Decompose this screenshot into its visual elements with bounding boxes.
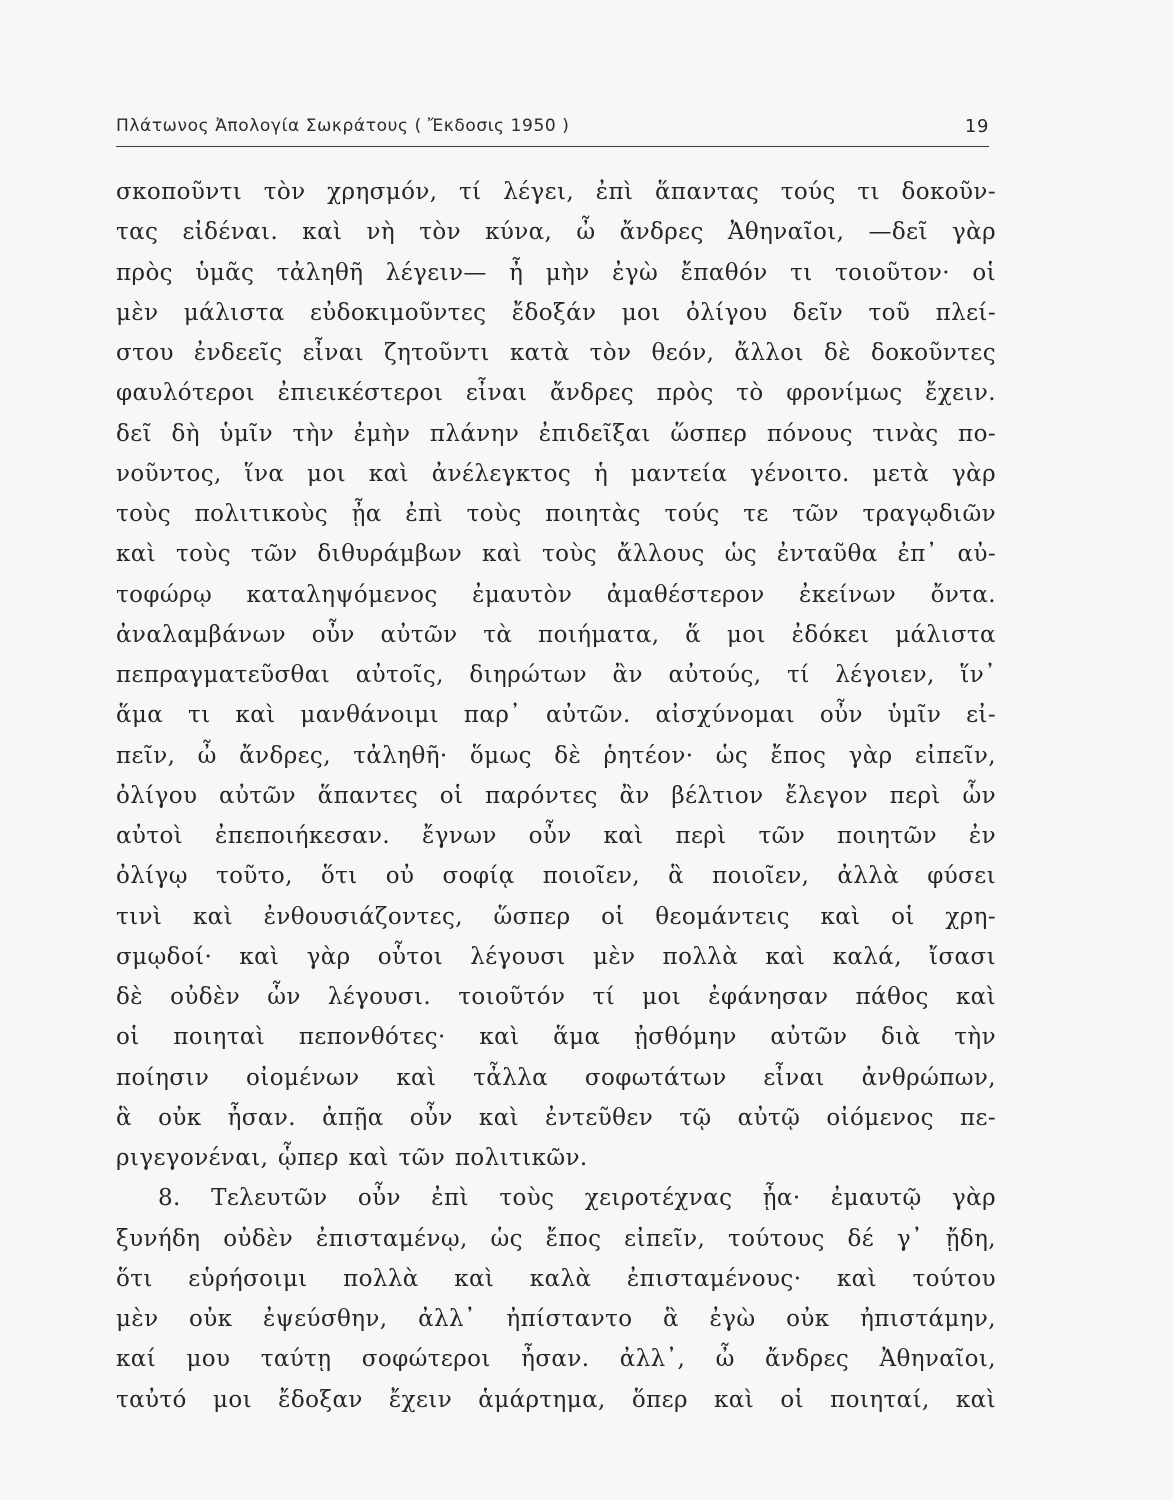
text-line: στου ἐνδεεῖς εἶναι ζητοῦντι κατὰ τὸν θεόν, ἄλλοι δὲ δοκοῦντες	[116, 340, 996, 366]
text-line: ὀλίγῳ τοῦτο, ὅτι οὐ σοφίᾳ ποιοῖεν, ἃ ποιοῖεν, ἀλλὰ φύσει	[116, 863, 996, 890]
text-line: ποίησιν οἰομένων καὶ τἆλλα σοφωτάτων εἶναι ἀνθρώπων,	[116, 1064, 996, 1091]
text-line: τοφώρῳ καταληψόμενος ἐμαυτὸν ἀμαθέστερον ἐκείνων ὄντα.	[116, 581, 996, 608]
text-line: πεπραγματεῦσθαι αὐτοῖς, διηρώτων ἂν αὐτούς, τί λέγοιεν, ἵν᾽	[116, 662, 996, 688]
text-line: ριγεγονέναι, ᾧπερ καὶ τῶν πολιτικῶν.	[116, 1145, 588, 1171]
running-title: Πλάτωνος Ἀπολογία Σωκράτους ( Ἔκδοσις 1950 )	[116, 116, 570, 136]
text-line: τας εἰδέναι. καὶ νὴ τὸν κύνα, ὦ ἄνδρες Ἀθηναῖοι, —δεῖ γὰρ	[116, 219, 996, 246]
text-line: ἃ οὐκ ἦσαν. ἀπῇα οὖν καὶ ἐντεῦθεν τῷ αὐτῷ οἰόμενος πε-	[116, 1104, 996, 1131]
text-line: καὶ τοὺς τῶν διθυράμβων καὶ τοὺς ἄλλους ὡς ἐνταῦθα ἐπ᾽ αὐ-	[116, 541, 996, 568]
text-line: τοὺς πολιτικοὺς ᾖα ἐπὶ τοὺς ποιητὰς τούς τε τῶν τραγῳδιῶν	[116, 501, 996, 527]
text-line: πεῖν, ὦ ἄνδρες, τἀληθῆ· ὅμως δὲ ῥητέον· ὡς ἔπος γὰρ εἰπεῖν,	[116, 742, 996, 769]
header-rule	[116, 146, 989, 147]
text-line: μὲν μάλιστα εὐδοκιμοῦντες ἔδοξάν μοι ὀλίγου δεῖν τοῦ πλεί-	[116, 299, 996, 326]
text-line: σμῳδοί· καὶ γὰρ οὗτοι λέγουσι μὲν πολλὰ καὶ καλά, ἴσασι	[116, 943, 996, 970]
text-line: φαυλότεροι ἐπιεικέστεροι εἶναι ἄνδρες πρὸς τὸ φρονίμως ἔχειν.	[116, 380, 996, 407]
running-head	[116, 116, 989, 140]
text-line: ἀναλαμβάνων οὖν αὐτῶν τὰ ποιήματα, ἅ μοι ἐδόκει μάλιστα	[116, 621, 996, 648]
text-line: ξυνήδη οὐδὲν ἐπισταμένῳ, ὡς ἔπος εἰπεῖν, τούτους δέ γ᾽ ᾔδη,	[116, 1225, 996, 1252]
text-line: ἅμα τι καὶ μανθάνοιμι παρ᾽ αὐτῶν. αἰσχύνομαι οὖν ὑμῖν εἰ-	[116, 702, 996, 729]
text-line: τινὶ καὶ ἐνθουσιάζοντες, ὥσπερ οἱ θεομάντεις καὶ οἱ χρη-	[116, 903, 996, 930]
page-number: 19	[964, 116, 989, 137]
text-line: ὅτι εὑρήσοιμι πολλὰ καὶ καλὰ ἐπισταμένους· καὶ τούτου	[116, 1265, 996, 1292]
text-line: καί μου ταύτῃ σοφώτεροι ἦσαν. ἀλλ᾽, ὦ ἄνδρες Ἀθηναῖοι,	[116, 1346, 996, 1373]
body-text	[116, 172, 996, 1420]
text-line: οἱ ποιηταὶ πεπονθότες· καὶ ἅμα ᾐσθόμην αὐτῶν διὰ τὴν	[116, 1024, 996, 1051]
text-line-section-start: 8. Τελευτῶν οὖν ἐπὶ τοὺς χειροτέχνας ᾖα· ἐμαυτῷ γὰρ	[158, 1185, 996, 1212]
text-line: πρὸς ὑμᾶς τἀληθῆ λέγειν— ἦ μὴν ἐγὼ ἔπαθόν τι τοιοῦτον· οἱ	[116, 259, 996, 286]
text-line: ταὐτό μοι ἔδοξαν ἔχειν ἁμάρτημα, ὅπερ καὶ οἱ ποιηταί, καὶ	[116, 1386, 996, 1413]
text-line: νοῦντος, ἵνα μοι καὶ ἀνέλεγκτος ἡ μαντεία γένοιτο. μετὰ γὰρ	[116, 460, 996, 487]
text-line: αὐτοὶ ἐπεποιήκεσαν. ἔγνων οὖν καὶ περὶ τῶν ποιητῶν ἐν	[116, 823, 996, 849]
text-line: δεῖ δὴ ὑμῖν τὴν ἐμὴν πλάνην ἐπιδεῖξαι ὥσπερ πόνους τινὰς πο-	[116, 420, 996, 447]
text-line: σκοποῦντι τὸν χρησμόν, τί λέγει, ἐπὶ ἅπαντας τούς τι δοκοῦν-	[116, 179, 996, 205]
text-line: ὀλίγου αὐτῶν ἅπαντες οἱ παρόντες ἂν βέλτιον ἔλεγον περὶ ὧν	[116, 782, 996, 809]
text-line: μὲν οὐκ ἐψεύσθην, ἀλλ᾽ ἠπίσταντο ἃ ἐγὼ οὐκ ἠπιστάμην,	[116, 1306, 996, 1332]
text-line: δὲ οὐδὲν ὧν λέγουσι. τοιοῦτόν τί μοι ἐφάνησαν πάθος καὶ	[116, 984, 996, 1010]
